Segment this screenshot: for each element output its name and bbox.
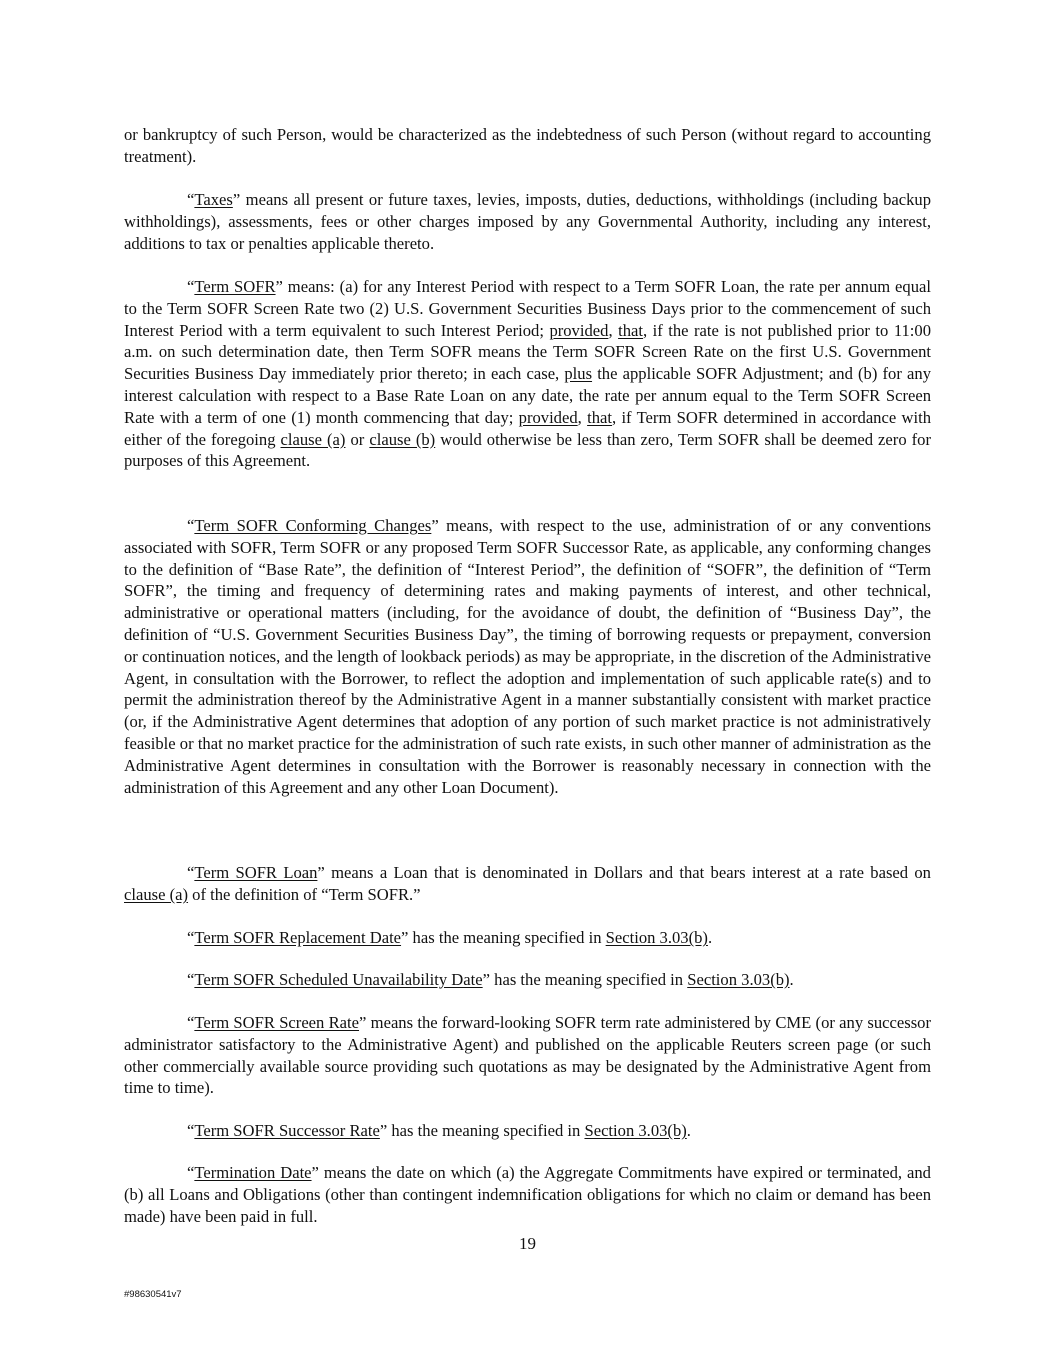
definition-term-sofr-loan (124, 862, 931, 906)
definition-text: ” means a Loan that is denominated in Dollars and that bears interest at a rate based on (317, 863, 931, 882)
definition-text: or (345, 429, 370, 449)
open-quote: “ (187, 863, 195, 882)
definition-text: ” has the meaning specified in (379, 1121, 585, 1140)
definition-term-sofr-scheduled-unavailability-date (124, 969, 931, 991)
clause-a-reference: clause (a) (124, 884, 189, 904)
definition-term-sofr-conforming-changes (124, 515, 931, 798)
defined-term: Term SOFR Successor Rate (194, 1121, 380, 1140)
section-reference: Section 3.03(b) (584, 1121, 687, 1140)
punctuation: , (577, 407, 588, 427)
open-quote: “ (187, 190, 195, 209)
provided-word: provided (518, 407, 578, 427)
punctuation: , (608, 320, 619, 340)
open-quote: “ (187, 1163, 195, 1182)
open-quote: “ (187, 1121, 195, 1140)
defined-term: Term SOFR Scheduled Unavailability Date (194, 970, 483, 989)
paragraph-text: or bankruptcy of such Person, would be characterized as the indebtedness of such Person (without regard to accounting treatment). (124, 125, 931, 166)
defined-term: Term SOFR (194, 277, 276, 296)
defined-term: Termination Date (194, 1163, 312, 1182)
definition-term-sofr (124, 276, 931, 472)
open-quote: “ (187, 928, 195, 947)
definition-text: ” has the meaning specified in (401, 928, 606, 947)
definition-text: , if the rate is not published prior to 11:00 a.m. on such determination date, then Term SOFR means the Term SOFR Screen Rate on the first U.S. Government Securities Business Day immediately prior thereto; in each case, (124, 320, 932, 384)
definition-text: ” means: (a) for any Interest Period with respect to a Term SOFR Loan, the rate per annum equal to the Term SOFR Screen Rate two (2) U.S. Government Securities Business Days prior to the commencement of such Interest Period with a term equivalent to such Interest Period; (124, 277, 931, 340)
definition-taxes (124, 189, 931, 254)
definition-text: would otherwise be less than zero, Term SOFR shall be deemed zero for purposes of this Agreement. (124, 429, 932, 471)
defined-term: Term SOFR Screen Rate (194, 1013, 360, 1032)
open-quote: “ (187, 1013, 195, 1032)
that-word: that (618, 320, 643, 340)
definition-text: ” means the forward-looking SOFR term rate administered by CME (or any successor administrator satisfactory to the Administrative Agent) and published on the applicable Reuters screen page (or such other commercially available source providing such quotations as may be designated by the Administrative Agent from time to time). (124, 1013, 931, 1098)
paragraph-continuation (124, 124, 931, 168)
definition-text: , if Term SOFR determined in accordance with either of the foregoing (124, 407, 932, 449)
page-number: 19 (519, 1234, 536, 1253)
defined-term: Taxes (194, 190, 233, 209)
punctuation: . (789, 970, 794, 989)
definition-term-sofr-successor-rate (124, 1120, 931, 1142)
open-quote: “ (187, 516, 195, 535)
open-quote: “ (187, 970, 195, 989)
definition-text: of the definition of “Term SOFR.” (188, 884, 421, 904)
section-reference: Section 3.03(b) (687, 970, 790, 989)
defined-term: Term SOFR Replacement Date (194, 928, 402, 947)
punctuation: . (707, 928, 713, 947)
definition-term-sofr-replacement-date (124, 927, 931, 949)
definition-termination-date (124, 1162, 931, 1227)
definition-text: the applicable SOFR Adjustment; and (b) for any interest calculation with respect to a Base Rate Loan on any date, the rate per annum equal to the Term SOFR Screen Rate with a term of one (1) month commencing that day; (124, 364, 931, 427)
defined-term: Term SOFR Conforming Changes (194, 516, 432, 535)
defined-term: Term SOFR Loan (194, 863, 318, 882)
punctuation: . (686, 1121, 691, 1140)
clause-a-reference: clause (a) (280, 429, 346, 449)
provided-word: provided (549, 320, 609, 340)
open-quote: “ (187, 277, 195, 296)
that-word: that (587, 407, 612, 427)
definition-text: ” means all present or future taxes, levies, imposts, duties, deductions, withholdings (including backup withholdings), assessments, fees or other charges imposed by any Governmental Authority, including any interest, additions to tax or penalties applicable thereto. (124, 190, 931, 253)
clause-b-reference: clause (b) (369, 429, 436, 449)
definition-text: ” means, with respect to the use, administration of or any conventions associated with SOFR, Term SOFR or any proposed Term SOFR Successor Rate, as applicable, any conforming changes to the definition of “Base Rate”, the definition of “Interest Period”, the definition of “SOFR”, the definition of “Term SOFR”, the timing and frequency of determining rates and making payments of interest, and other technical, administrative or operational matters (including, for the avoidance of doubt, the definition of “Business Day”, the definition of “U.S. Government Securities Business Day”, the timing of borrowing requests or prepayment, conversion or continuation notices, and the length of lookback periods) as may be appropriate, in the discretion of the Administrative Agent, in consultation with the Borrower, to reflect the adoption and implementation of such applicable rate(s) and to permit the administration thereof by the Administrative Agent in a manner substantially consistent with market practice (or, if the Administrative Agent determines that adoption of any portion of such market practice is not administratively feasible or that no market practice for the administration of such rate exists, in such other manner of administration as the Administrative Agent determines in consultation with the Borrower is reasonably necessary in connection with the administration of this Agreement and any other Loan Document). (124, 516, 931, 797)
definition-term-sofr-screen-rate (124, 1012, 931, 1099)
section-reference: Section 3.03(b) (605, 928, 708, 947)
plus-word: plus (564, 364, 593, 384)
definition-text: ” means the date on which (a) the Aggregate Commitments have expired or terminated, and (b) all Loans and Obligations (other than contingent indemnification obligations for which no claim or demand has been made) have been paid in full. (124, 1163, 931, 1226)
definition-text: ” has the meaning specified in (482, 970, 688, 989)
document-id: #98630541v7 (124, 1289, 182, 1300)
